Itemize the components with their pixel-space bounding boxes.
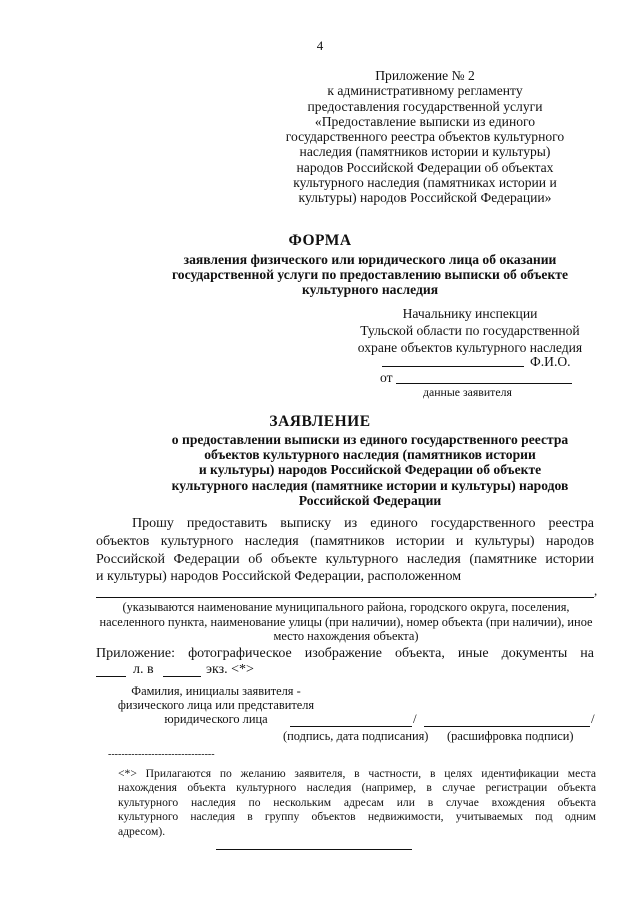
location-blank-line[interactable]: [96, 597, 594, 598]
fio-blank-line[interactable]: [382, 366, 524, 367]
statement-title: ЗАЯВЛЕНИЕ: [269, 413, 371, 430]
pages-label: л. в: [133, 662, 154, 677]
signature-label-line: Фамилия, инициалы заявителя -: [131, 684, 301, 698]
addressee-line: Начальнику инспекции: [402, 306, 538, 321]
statement-subtitle-line: Российской Федерации: [298, 492, 442, 508]
appendix-line: культурного наследия (памятниках истории и: [293, 175, 557, 191]
page-number: 4: [316, 38, 324, 53]
footnote-line: <*> Прилагаются по желанию заявителя, в частности, в целях идентификации места: [118, 767, 596, 780]
appendix-line: предоставления государственной услуги: [307, 98, 543, 114]
footnote-line: культурного наследия в группу объектов недвижимости, учитываемых под одним: [118, 810, 596, 824]
decode-blank-line[interactable]: [424, 726, 590, 727]
location-end-mark: ,: [594, 583, 598, 598]
signature-blank-line[interactable]: [290, 726, 412, 727]
addressee-line: Тульской области по государственной: [360, 323, 580, 338]
applicant-caption: данные заявителя: [423, 385, 512, 399]
form-subtitle: [100, 252, 640, 297]
appendix-header: [262, 68, 588, 206]
body-line: Прошу предоставить выписку из единого государственного реестра: [132, 516, 594, 531]
appendix-line: наследия (памятников истории и культуры): [299, 144, 551, 160]
footnote: [118, 767, 596, 839]
decode-caption: (расшифровка подписи): [447, 729, 574, 743]
form-subtitle-line: культурного наследия: [301, 282, 439, 297]
appendix-line: Приложение № 2: [375, 68, 475, 83]
pages-blank-line[interactable]: [96, 676, 126, 677]
footnote-line: адресом).: [118, 824, 166, 838]
appendix-line: «Предоставление выписки из единого: [314, 113, 536, 129]
slash-separator: /: [413, 711, 417, 726]
copies-label: экз. <*>: [206, 662, 254, 677]
attachment-line: Приложение: фотографическое изображение объекта, иные документы на: [96, 646, 594, 661]
footnote-rule: --------------------------------: [108, 749, 215, 760]
copies-blank-line[interactable]: [163, 676, 201, 677]
statement-subtitle-line: о предоставлении выписки из единого государственного реестра: [171, 432, 569, 447]
location-note: (указываются наименование муниципального района, городского округа, поселения, населенного пункта, наименование улицы (при наличии), номер объекта (при наличии), иное место нахождения объекта): [99, 600, 593, 644]
form-subtitle-line: государственной услуги по предоставлению выписки об объекте: [171, 267, 569, 282]
from-label: от: [380, 370, 393, 385]
footnote-line: нахождения объекта культурного наследия (например, в случае регистрации объекта: [118, 781, 596, 795]
slash-end: /: [591, 711, 595, 726]
statement-body: [96, 515, 594, 586]
footnote-line: культурного наследия по нескольким адресам или в случае вхождения объекта: [118, 795, 596, 809]
sign-caption: (подпись, дата подписания): [283, 729, 429, 743]
signature-label-line: физического лица или представителя: [117, 698, 315, 712]
statement-subtitle-line: и культуры) народов Российской Федерации об объекте: [198, 462, 542, 478]
body-line: объектов культурного наследия (памятников истории и культуры) народов: [96, 533, 594, 549]
appendix-line: государственного реестра объектов культурного: [285, 129, 565, 145]
statement-subtitle-line: культурного наследия (памятнике истории и культуры) народов: [171, 477, 569, 493]
addressee-block: [340, 305, 600, 356]
form-subtitle-line: заявления физического или юридического лица об оказании: [183, 252, 557, 267]
body-line: и культуры) народов Российской Федерации, расположенном: [96, 569, 462, 585]
applicant-signature-label: [96, 684, 336, 726]
statement-subtitle-line: объектов культурного наследия (памятников истории: [204, 447, 536, 463]
appendix-line: культуры) народов Российской Федерации»: [298, 190, 552, 206]
statement-subtitle: [100, 432, 640, 508]
bottom-separator: [216, 849, 412, 850]
appendix-line: народов Российской Федерации об объектах: [296, 159, 554, 175]
appendix-line: к административному регламенту: [327, 83, 523, 99]
form-title: ФОРМА: [288, 232, 352, 249]
body-line: Российской Федерации об объекте культурного наследия (памятнике истории: [96, 551, 594, 567]
fio-label: Ф.И.О.: [530, 354, 571, 369]
signature-label-line: юридического лица: [164, 712, 268, 726]
addressee-line: охране объектов культурного наследия: [357, 340, 583, 355]
applicant-blank-line[interactable]: [396, 383, 572, 384]
